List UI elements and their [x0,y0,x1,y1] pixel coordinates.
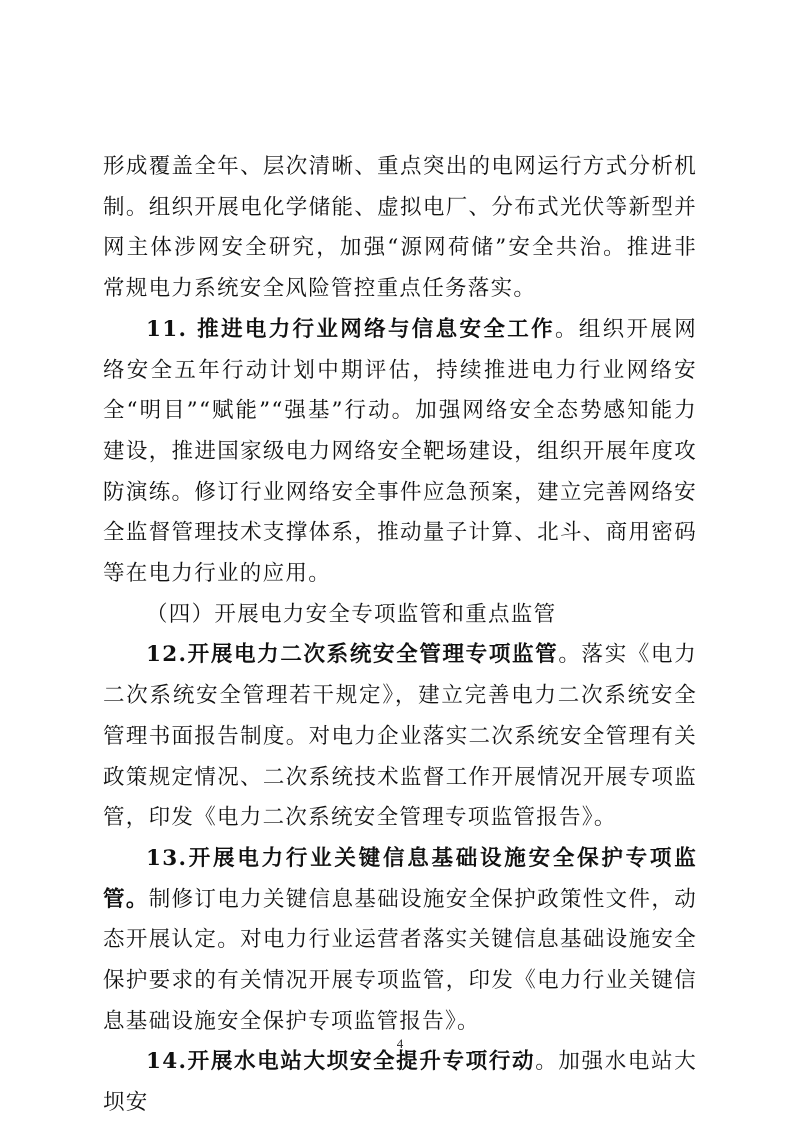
item-heading: 13.开展电力行业关键信息基础设施安全保护专项监管。 [103,845,697,912]
paragraph-item-13 [103,839,697,1043]
document-body [103,147,697,1124]
paragraph-item-14 [103,1042,697,1123]
paragraph-text: 。落实《电力二次系统安全管理若干规定》，建立完善电力二次系统安全管理书面报告制度。对电力企业落实二次系统安全管理有关政策规定情况、二次系统技术监督工作开展情况开展专项监管，印发《电力二次系统安全管理专项监管报告》。 [103,642,697,831]
paragraph-text: 。组织开展网络安全五年行动计划中期评估，持续推进电力行业网络安全“明目”“赋能”“强基”行动。加强网络安全态势感知能力建设，推进国家级电力网络安全靶场建设，组织开展年度攻防演练。修订行业网络安全事件应急预案，建立完善网络安全监督管理技术支撑体系，推动量子计算、北斗、商用密码等在电力行业的应用。 [103,316,697,587]
section-heading [103,595,697,636]
item-heading: 14.开展水电站大坝安全提升专项行动 [146,1049,536,1075]
section-heading-text: （四）开展电力安全专项监管和重点监管 [146,601,557,627]
paragraph-text: 形成覆盖全年、层次清晰、重点突出的电网运行方式分析机制。组织开展电化学储能、虚拟电厂、分布式光伏等新型并网主体涉网安全研究，加强“源网荷储”安全共治。推进非常规电力系统安全风险管控重点任务落实。 [103,154,697,302]
page-number: 4 [396,1036,404,1051]
paragraph-continuation [103,147,697,310]
item-heading: 12.开展电力二次系统安全管理专项监管 [146,642,559,668]
paragraph-text: 制修订电力关键信息基础设施安全保护政策性文件，动态开展认定。对电力行业运营者落实关键信息基础设施安全保护要求的有关情况开展专项监管，印发《电力行业关键信息基础设施安全保护专项监管报告》。 [103,886,697,1034]
paragraph-item-12 [103,635,697,839]
paragraph-item-11 [103,310,697,595]
paragraph-text: 。加强水电站大坝安 [103,1049,697,1116]
item-heading: 11. 推进电力行业网络与信息安全工作 [146,316,555,342]
